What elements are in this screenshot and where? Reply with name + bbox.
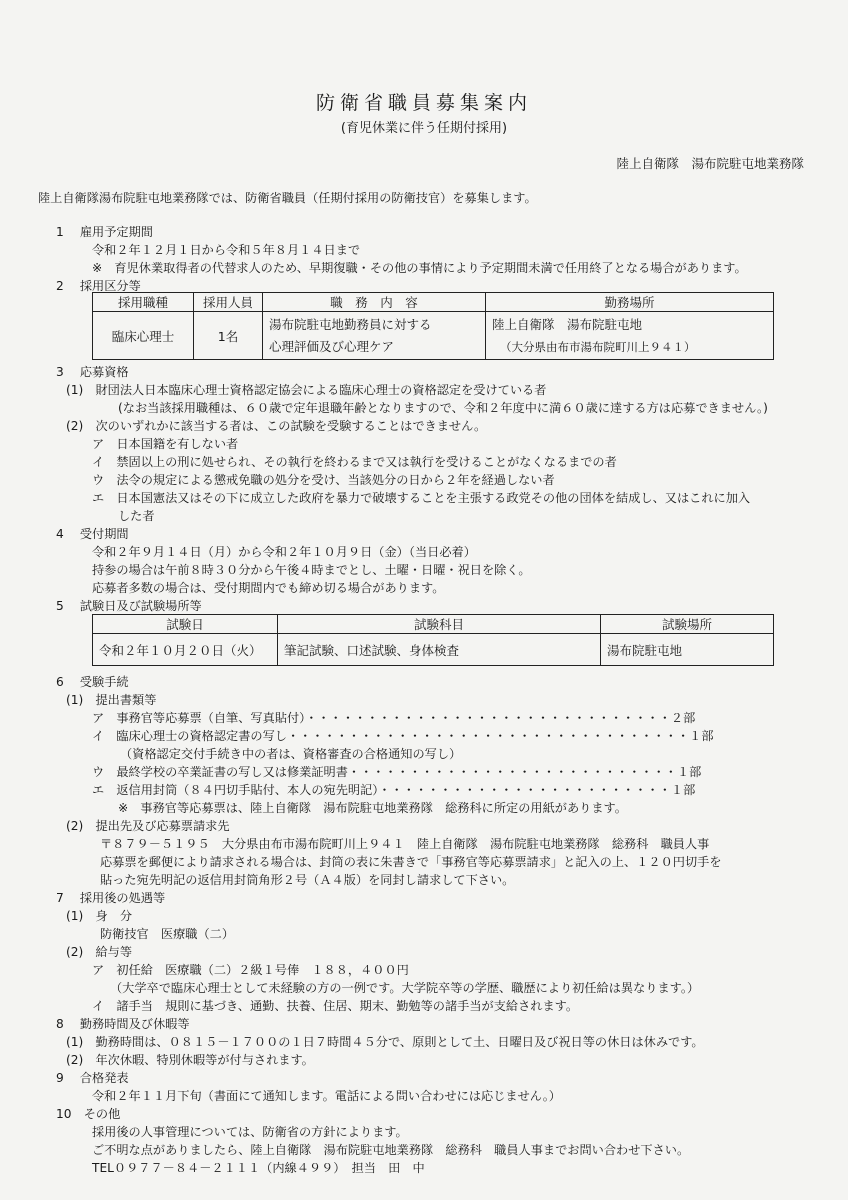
disqualification-b: イ 禁固以上の刑に処せられ、その執行を終わるまで又は執行を受けることがなくなるまでの者 xyxy=(92,455,617,469)
section-5-heading: 5 試験日及び試験場所等 xyxy=(56,599,202,613)
submission-address: 〒８７９－５１９５ 大分県由布市湯布院町川上９４１ 陸上自衛隊 湯布院駐屯地業務隊 総務科 職員人事 xyxy=(100,837,710,851)
reception-note: 応募者多数の場合は、受付期間内でも締め切る場合があります。 xyxy=(92,581,445,595)
table-header: 試験場所 xyxy=(601,615,774,634)
working-hours: (1) 勤務時間は、０８１５－１７００の１日７時間４５分で、原則として土、日曜日及び祝日等の休日は休みです。 xyxy=(66,1035,704,1049)
announcement: 令和２年１１月下旬（書面にて通知します。電話による問い合わせには応じません。） xyxy=(92,1089,561,1103)
employment-period: 令和２年１２月１日から令和５年８月１４日まで xyxy=(92,243,361,257)
section-3-heading: 3 応募資格 xyxy=(56,365,129,379)
submission-request-1: 応募票を郵便により請求される場合は、封筒の表に朱書きで「事務官等応募票請求」と記入の上、１２０円切手を xyxy=(100,855,722,869)
recruitment-table xyxy=(92,292,774,360)
duty-line-2: 心理評価及び心理ケア xyxy=(269,338,395,354)
table-header: 試験日 xyxy=(93,615,278,634)
documents-note: ※ 事務官等応募票は、陸上自衛隊 湯布院駐屯地業務隊 総務科に所定の用紙があります。 xyxy=(118,801,627,815)
disqualification-c: ウ 法令の規定による懲戒免職の処分を受け、当該処分の日から２年を経過しない者 xyxy=(92,473,555,487)
document-b: イ 臨床心理士の資格認定書の写し・・・・・・・・・・・・・・・・・・・・・・・・・・・・・・・・・１部 xyxy=(92,729,714,743)
job-type-cell: 臨床心理士 xyxy=(93,312,194,360)
workplace-address: （大分県由布市湯布院町川上９４１） xyxy=(500,339,696,354)
section-8-heading: 8 勤務時間及び休暇等 xyxy=(56,1017,190,1031)
documents-heading: (1) 提出書類等 xyxy=(66,693,157,707)
exam-place-cell: 湯布院駐屯地 xyxy=(601,634,774,666)
leave: (2) 年次休暇、特別休暇等が付与されます。 xyxy=(66,1053,314,1067)
section-6-heading: 6 受験手続 xyxy=(56,675,129,689)
exam-date-cell: 令和２年１０月２０日（火） xyxy=(93,634,278,666)
reception-period: 令和２年９月１４日（月）から令和２年１０月９日（金）（当日必着） xyxy=(92,545,476,559)
disqualification-a: ア 日本国籍を有しない者 xyxy=(92,437,239,451)
document-d: エ 返信用封筒（８４円切手貼付、本人の宛先明記）・・・・・・・・・・・・・・・・・・・・・・・・１部 xyxy=(92,783,696,797)
section-4-heading: 4 受付期間 xyxy=(56,527,129,541)
exam-subjects-cell: 筆記試験、口述試験、身体検査 xyxy=(278,634,601,666)
submission-heading: (2) 提出先及び応募票請求先 xyxy=(66,819,230,833)
submission-request-2: 貼った宛先明記の返信用封筒角形２号（Ａ４版）を同封し請求して下さい。 xyxy=(100,873,515,887)
reception-hours: 持参の場合は午前８時３０分から午後４時までとし、土曜・日曜・祝日を除く。 xyxy=(92,563,531,577)
other-note-2: ご不明な点がありましたら、陸上自衛隊 湯布院駐屯地業務隊 総務科 職員人事までお問い合わせ下さい。 xyxy=(92,1143,690,1157)
section-7-heading: 7 採用後の処遇等 xyxy=(56,891,166,905)
status-value: 防衛技官 医療職（二） xyxy=(100,927,235,941)
duty-line-1: 湯布院駐屯地勤務員に対する xyxy=(269,316,432,332)
table-header: 採用人員 xyxy=(194,293,263,312)
section-9-heading: 9 合格発表 xyxy=(56,1071,129,1085)
workplace-name: 陸上自衛隊 湯布院駐屯地 xyxy=(492,316,643,332)
status-heading: (1) 身 分 xyxy=(66,909,133,923)
workplace-cell xyxy=(486,312,774,360)
section-2-heading: 2 採用区分等 xyxy=(56,279,141,293)
document-b-note: （資格認定交付手続き中の者は、資格審査の合格通知の写し） xyxy=(120,747,462,761)
intro-text: 陸上自衛隊湯布院駐屯地業務隊では、防衛省職員（任期付採用の防衛技官）を募集します。 xyxy=(38,191,537,205)
table-header: 職 務 内 容 xyxy=(263,293,486,312)
qualification-2: (2) 次のいずれかに該当する者は、この試験を受験することはできません。 xyxy=(66,419,487,433)
employment-period-note: ※ 育児休業取得者の代替求人のため、早期復職・その他の事情により予定期間未満で任用終了となる場合があります。 xyxy=(92,261,747,275)
disqualification-d: エ 日本国憲法又はその下に成立した政府を暴力で破壊することを主張する政党その他の団体を結成し、又はこれに加入 xyxy=(92,491,751,505)
page-subtitle: (育児休業に伴う任期付採用) xyxy=(340,121,508,136)
document-c: ウ 最終学校の卒業証書の写し又は修業証明書・・・・・・・・・・・・・・・・・・・・・・・・・・・１部 xyxy=(92,765,702,779)
section-10-heading: 10 その他 xyxy=(56,1107,121,1121)
page-title: 防衛省職員募集案内 xyxy=(315,92,532,114)
allowances: イ 諸手当 規則に基づき、通勤、扶養、住居、期末、勤勉等の諸手当が支給されます。 xyxy=(92,999,579,1013)
disqualification-d-cont: した者 xyxy=(118,509,155,523)
other-note-1: 採用後の人事管理については、防衛省の方針によります。 xyxy=(92,1125,408,1139)
headcount-cell: 1名 xyxy=(194,312,263,360)
document-a: ア 事務官等応募票（自筆、写真貼付）・・・・・・・・・・・・・・・・・・・・・・・・・・・・・・２部 xyxy=(92,711,696,725)
qualification-1-note: (なお当該採用職種は、６０歳で定年退職年齢となりますので、令和２年度中に満６０歳に達する方は応募できません。) xyxy=(118,401,768,415)
section-1-heading: 1 雇用予定期間 xyxy=(56,225,153,239)
contact-phone: TEL０９７７－８４－２１１１（内線４９９） 担当 田 中 xyxy=(92,1161,425,1175)
duty-cell xyxy=(263,312,486,360)
salary-heading: (2) 給与等 xyxy=(66,945,133,959)
table-header: 試験科目 xyxy=(278,615,601,634)
table-header: 採用職種 xyxy=(93,293,194,312)
starting-salary-note: （大学卒で臨床心理士として未経験の方の一例です。大学院卒等の学歴、職歴により初任給は異なります。） xyxy=(110,981,700,995)
qualification-1: (1) 財団法人日本臨床心理士資格認定協会による臨床心理士の資格認定を受けている者 xyxy=(66,383,547,397)
table-header: 勤務場所 xyxy=(486,293,774,312)
starting-salary: ア 初任給 医療職（二）２級１号俸 １８８，４００円 xyxy=(92,963,409,977)
issuing-organization: 陸上自衛隊 湯布院駐屯地業務隊 xyxy=(616,156,804,171)
exam-table xyxy=(92,614,774,666)
